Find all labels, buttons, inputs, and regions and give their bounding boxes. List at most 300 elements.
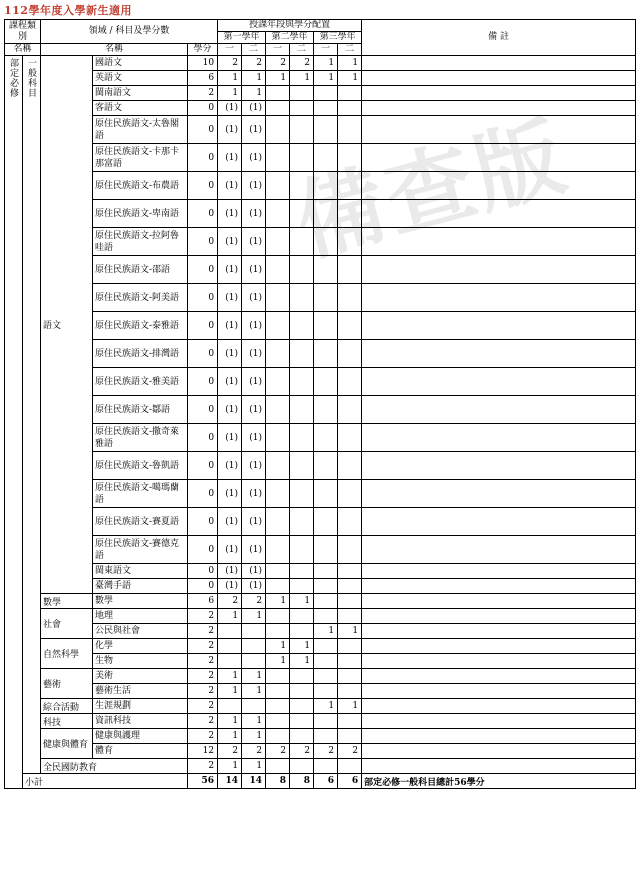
subject-credit: 0 [188,452,218,480]
remark-cell [362,200,636,228]
table-row [5,144,636,172]
semester-credit [266,368,290,396]
semester-credit [266,508,290,536]
semester-credit [266,669,290,684]
semester-credit: 1 [242,71,266,86]
table-row [5,508,636,536]
table-row [5,424,636,452]
subtotal-semester: 14 [242,774,266,789]
domain-cell: 自然科學 [41,639,93,669]
category-general: 一般科目 [23,56,41,774]
subject-credit: 0 [188,200,218,228]
semester-credit: (1) [242,256,266,284]
subject-name: 原住民族語文-雅美語 [93,368,188,396]
semester-credit: (1) [218,116,242,144]
subject-name: 原住民族語文-噶瑪蘭語 [93,480,188,508]
semester-credit [314,684,338,699]
remark-cell [362,86,636,101]
subject-credit: 0 [188,396,218,424]
semester-credit [314,368,338,396]
semester-credit: (1) [242,101,266,116]
semester-credit [290,116,314,144]
subject-name: 臺灣手語 [93,579,188,594]
semester-credit: (1) [218,508,242,536]
semester-credit [266,424,290,452]
subject-credit: 12 [188,744,218,759]
semester-credit [242,639,266,654]
semester-credit: (1) [218,480,242,508]
semester-credit [266,699,290,714]
semester-credit [338,669,362,684]
year1-header: 第一學年 [218,32,266,44]
semester-credit: 1 [218,684,242,699]
semester-credit [290,714,314,729]
remark-cell [362,624,636,639]
semester-credit: 2 [242,744,266,759]
watermark: 備查版 [285,103,579,275]
semester-credit [314,579,338,594]
semester-credit [314,639,338,654]
semester-credit [266,101,290,116]
remark-cell [362,714,636,729]
remark-cell [362,744,636,759]
semester-credit [266,564,290,579]
semester-credit [266,172,290,200]
semester-credit [338,172,362,200]
semester-credit: (1) [242,579,266,594]
subject-credit: 0 [188,101,218,116]
domain-subject-header: 領域 / 科目及學分數 [41,20,218,44]
remark-cell [362,172,636,200]
semester-credit [266,116,290,144]
semester-credit: 1 [242,759,266,774]
semester-credit [314,172,338,200]
remark-cell [362,594,636,609]
table-row [5,536,636,564]
semester-credit: 1 [338,71,362,86]
semester-credit [290,200,314,228]
semester-credit [290,480,314,508]
semester-credit [338,101,362,116]
semester-credit: 2 [290,56,314,71]
semester-credit [290,508,314,536]
semester-credit [242,624,266,639]
semester-credit [290,340,314,368]
semester-credit [290,624,314,639]
subject-name: 數學 [93,594,188,609]
domain-cell: 語文 [41,56,93,594]
subject-credit: 0 [188,172,218,200]
semester-credit [290,101,314,116]
remark-cell [362,639,636,654]
semester-credit: 1 [242,684,266,699]
semester-credit [290,669,314,684]
semester-credit [290,684,314,699]
subject-name: 原住民族語文-卡那卡那富語 [93,144,188,172]
subject-name: 生物 [93,654,188,669]
y1-sem1: 一 [218,44,242,56]
semester-credit [314,594,338,609]
remark-cell [362,759,636,774]
semester-credit [338,340,362,368]
subject-name: 化學 [93,639,188,654]
semester-credit [266,228,290,256]
semester-credit [290,284,314,312]
semester-credit [338,368,362,396]
table-row [5,759,636,774]
subtotal-semester: 14 [218,774,242,789]
allocation-header: 授課年段與學分配置 [218,20,362,32]
semester-credit: 1 [242,729,266,744]
semester-credit [290,144,314,172]
name-label: 名稱 [5,44,41,56]
subject-name: 原住民族語文-卑南語 [93,200,188,228]
subject-name: 地理 [93,609,188,624]
semester-credit [338,284,362,312]
domain-cell: 數學 [41,594,93,609]
subject-name: 原住民族語文-賽德克語 [93,536,188,564]
y3-sem1: 一 [314,44,338,56]
semester-credit [338,579,362,594]
subject-credit: 2 [188,729,218,744]
semester-credit [338,684,362,699]
remark-cell [362,564,636,579]
subject-credit: 0 [188,579,218,594]
subject-credit: 2 [188,684,218,699]
semester-credit [314,312,338,340]
subject-name: 原住民族語文-撒奇萊雅語 [93,424,188,452]
table-row [5,654,636,669]
semester-credit [266,256,290,284]
semester-credit [290,452,314,480]
semester-credit: (1) [242,172,266,200]
semester-credit: 1 [218,609,242,624]
semester-credit [266,624,290,639]
semester-credit: 1 [338,624,362,639]
semester-credit: (1) [218,172,242,200]
table-row [5,101,636,116]
semester-credit: (1) [218,284,242,312]
table-row [5,579,636,594]
remark-cell [362,116,636,144]
table-row [5,699,636,714]
semester-credit [266,480,290,508]
table-header [5,20,636,56]
semester-credit: (1) [218,424,242,452]
semester-credit: 1 [218,714,242,729]
subject-credit: 0 [188,340,218,368]
semester-credit: (1) [242,564,266,579]
page-heading: 112學年度入學新生適用 [4,4,132,17]
table-row [5,200,636,228]
semester-credit: (1) [242,424,266,452]
remark-cell [362,256,636,284]
semester-credit: (1) [242,396,266,424]
subject-name: 原住民族語文-太魯閣語 [93,116,188,144]
semester-credit [338,86,362,101]
subject-credit: 0 [188,368,218,396]
domain-cell: 科技 [41,714,93,729]
semester-credit [218,654,242,669]
semester-credit [314,480,338,508]
remark-cell [362,71,636,86]
semester-credit [266,609,290,624]
subtotal-label: 小計 [23,774,188,789]
subtotal-credit: 56 [188,774,218,789]
semester-credit: (1) [218,101,242,116]
semester-credit: 1 [314,699,338,714]
semester-credit: (1) [242,312,266,340]
semester-credit: 2 [266,744,290,759]
semester-credit: 1 [242,714,266,729]
y1-sem2: 二 [242,44,266,56]
semester-credit [314,669,338,684]
semester-credit [266,536,290,564]
curriculum-table [4,19,636,789]
table-row [5,340,636,368]
semester-credit: 1 [242,669,266,684]
table-row [5,71,636,86]
semester-credit [338,594,362,609]
remark-cell [362,368,636,396]
semester-credit [290,86,314,101]
semester-credit [290,368,314,396]
subject-credit: 0 [188,256,218,284]
semester-credit: 2 [242,594,266,609]
semester-credit [266,579,290,594]
semester-credit: (1) [218,368,242,396]
semester-credit [218,639,242,654]
semester-credit [314,714,338,729]
semester-credit: (1) [218,228,242,256]
semester-credit: (1) [218,452,242,480]
semester-credit [338,759,362,774]
semester-credit [266,284,290,312]
domain-cell: 社會 [41,609,93,639]
semester-credit: (1) [218,312,242,340]
subject-credit: 0 [188,508,218,536]
semester-credit: 1 [290,71,314,86]
subject-credit: 0 [188,312,218,340]
semester-credit [338,144,362,172]
table-row [5,714,636,729]
subject-name: 客語文 [93,101,188,116]
table-row [5,228,636,256]
semester-credit: 1 [218,759,242,774]
remarks-header: 備 註 [362,20,636,56]
semester-credit: 1 [266,654,290,669]
semester-credit [338,424,362,452]
semester-credit: (1) [242,284,266,312]
semester-credit: 1 [338,699,362,714]
subject-name: 原住民族語文-阿美語 [93,284,188,312]
year2-header: 第二學年 [266,32,314,44]
semester-credit [338,312,362,340]
domain-cell: 綜合活動 [41,699,93,714]
subject-credit: 0 [188,228,218,256]
remark-cell [362,424,636,452]
remark-cell [362,396,636,424]
semester-credit [266,759,290,774]
semester-credit [314,396,338,424]
semester-credit: 1 [242,609,266,624]
semester-credit [338,256,362,284]
subtotal-semester: 8 [290,774,314,789]
table-row [5,256,636,284]
semester-credit: (1) [242,340,266,368]
semester-credit [338,480,362,508]
semester-credit [290,424,314,452]
table-row [5,312,636,340]
semester-credit: 2 [218,594,242,609]
subtotal-semester: 6 [314,774,338,789]
table-row [5,86,636,101]
table-row [5,116,636,144]
semester-credit: (1) [218,396,242,424]
name-label-2: 名稱 [41,44,188,56]
semester-credit: 1 [290,639,314,654]
semester-credit [314,729,338,744]
table-row [5,744,636,759]
subject-credit: 2 [188,714,218,729]
semester-credit: 1 [314,71,338,86]
table-row [5,609,636,624]
semester-credit: (1) [242,536,266,564]
remark-cell [362,340,636,368]
semester-credit: (1) [218,340,242,368]
remark-cell [362,284,636,312]
table-row [5,729,636,744]
subject-credit: 0 [188,424,218,452]
semester-credit: 1 [218,86,242,101]
subject-name: 原住民族語文-魯凱語 [93,452,188,480]
semester-credit [314,228,338,256]
semester-credit: 2 [218,56,242,71]
subject-credit: 0 [188,480,218,508]
remark-cell [362,699,636,714]
semester-credit: (1) [242,508,266,536]
table-row [5,368,636,396]
semester-credit [338,654,362,669]
subject-credit: 2 [188,699,218,714]
semester-credit: (1) [218,564,242,579]
semester-credit [338,729,362,744]
semester-credit [314,116,338,144]
semester-credit [266,86,290,101]
semester-credit [266,452,290,480]
semester-credit [338,200,362,228]
subject-name: 體育 [93,744,188,759]
semester-credit: (1) [242,200,266,228]
subject-name: 生涯規劃 [93,699,188,714]
semester-credit [290,564,314,579]
subject-credit: 0 [188,564,218,579]
y2-sem1: 一 [266,44,290,56]
subject-credit: 0 [188,116,218,144]
semester-credit: 2 [266,56,290,71]
subject-name: 健康與護理 [93,729,188,744]
semester-credit [338,536,362,564]
semester-credit: (1) [218,144,242,172]
remark-cell [362,480,636,508]
y2-sem2: 二 [290,44,314,56]
semester-credit: (1) [218,200,242,228]
semester-credit: (1) [242,116,266,144]
semester-credit [290,172,314,200]
semester-credit [266,340,290,368]
semester-credit: (1) [242,228,266,256]
semester-credit [290,729,314,744]
semester-credit: 1 [218,71,242,86]
remark-cell [362,144,636,172]
table-row [5,56,636,71]
semester-credit [290,312,314,340]
semester-credit: (1) [242,480,266,508]
semester-credit [266,396,290,424]
subject-name: 原住民族語文-排灣語 [93,340,188,368]
semester-credit: 1 [266,639,290,654]
semester-credit [338,508,362,536]
remark-cell [362,508,636,536]
subject-credit: 2 [188,609,218,624]
semester-credit [266,144,290,172]
semester-credit: 1 [266,71,290,86]
subject-credit: 6 [188,71,218,86]
semester-credit: 1 [266,594,290,609]
subtotal-semester: 6 [338,774,362,789]
semester-credit: (1) [218,256,242,284]
subject-credit: 2 [188,639,218,654]
semester-credit [314,284,338,312]
semester-credit [338,639,362,654]
subtotal-row [5,774,636,789]
semester-credit [338,116,362,144]
semester-credit [218,624,242,639]
semester-credit: 1 [218,669,242,684]
semester-credit [242,699,266,714]
semester-credit [290,536,314,564]
semester-credit: (1) [242,368,266,396]
table-body [5,56,636,789]
subject-credit: 2 [188,624,218,639]
semester-credit [338,609,362,624]
semester-credit [266,200,290,228]
semester-credit [314,759,338,774]
semester-credit [314,101,338,116]
subject-credit: 0 [188,144,218,172]
semester-credit: (1) [218,536,242,564]
subject-name: 閩東語文 [93,564,188,579]
subject-name: 資訊科技 [93,714,188,729]
domain-cell: 健康與體育 [41,729,93,759]
semester-credit [290,256,314,284]
semester-credit [314,200,338,228]
remark-cell [362,56,636,71]
semester-credit [314,340,338,368]
subject-name: 藝術生活 [93,684,188,699]
remark-cell [362,729,636,744]
subject-name: 原住民族語文-布農語 [93,172,188,200]
remark-cell [362,452,636,480]
semester-credit: 1 [242,86,266,101]
semester-credit [314,424,338,452]
subject-name: 原住民族語文-邵語 [93,256,188,284]
semester-credit [290,609,314,624]
semester-credit [290,759,314,774]
semester-credit [314,144,338,172]
table-row [5,624,636,639]
subject-credit: 0 [188,536,218,564]
